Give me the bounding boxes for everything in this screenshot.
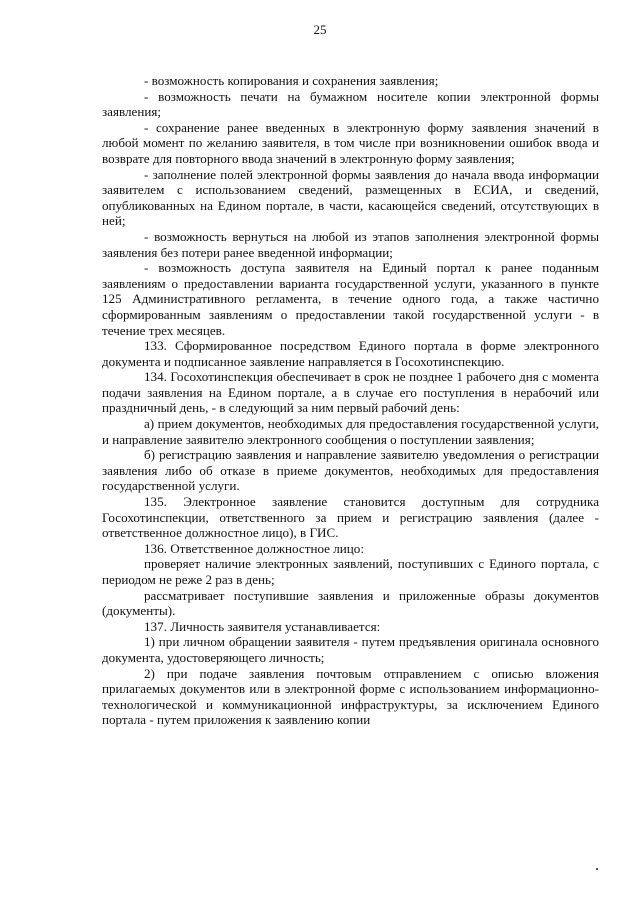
subclause-b: б) регистрацию заявления и направление заявителю уведомления о регистрации заявления либо об отказе в приеме документов, необходимых для предоставления государственной услуги.: [102, 447, 599, 494]
duty-item: проверяет наличие электронных заявлений, поступивших с Единого портала, с периодом не реже 2 раз в день;: [102, 556, 599, 587]
subclause-a: а) прием документов, необходимых для предоставления государственной услуги, и направление заявителю электронного сообщения о поступлении заявления;: [102, 416, 599, 447]
subclause-2: 2) при подаче заявления почтовым отправлением с описью вложения прилагаемых документов или в электронной форме с использованием информационно-технологической и коммуникационной инфраструктуры, за исключением Единого портала - путем приложения к заявлению копии: [102, 665, 599, 728]
scan-speck: [596, 868, 598, 870]
document-body: [102, 73, 599, 728]
clause-133: 133. Сформированное посредством Единого портала в форме электронного документа и подписанное заявление направляется в Госохотинспекцию.: [102, 338, 599, 369]
list-item: - заполнение полей электронной формы заявления до начала ввода информации заявителем с использованием сведений, размещенных в ЕСИА, и сведений, опубликованных на Едином портале, в части, касающейся сведений, отсутствующих в ней;: [102, 166, 599, 229]
list-item: - возможность печати на бумажном носителе копии электронной формы заявления;: [102, 88, 599, 120]
duty-item: рассматривает поступившие заявления и приложенные образы документов (документы).: [102, 587, 599, 619]
clause-135: 135. Электронное заявление становится доступным для сотрудника Госохотинспекции, ответственного за прием и регистрацию заявления (далее - ответственное должностное лицо), в ГИС.: [102, 494, 599, 541]
clause-136: 136. Ответственное должностное лицо:: [144, 540, 364, 556]
page-number: 25: [313, 22, 327, 37]
clause-134: 134. Госохотинспекция обеспечивает в срок не позднее 1 рабочего дня с момента подачи заявления на Едином портале, а в случае его поступления в нерабочий или праздничный день, - в следующий за ним первый рабочий день:: [102, 369, 599, 416]
subclause-1: 1) при личном обращении заявителя - путем предъявления оригинала основного документа, удостоверяющего личность;: [102, 634, 599, 665]
list-item: - возможность вернуться на любой из этапов заполнения электронной формы заявления без потери ранее введенной информации;: [102, 228, 599, 260]
list-item: - возможность копирования и сохранения заявления;: [144, 73, 439, 88]
clause-137: 137. Личность заявителя устанавливается:: [144, 618, 381, 634]
list-item: - возможность доступа заявителя на Единый портал к ранее поданным заявлениям о предоставлении варианта государственной услуги, указанного в пункте 125 Административного регламента, в течение одного года, а также частично сформированным заявлениям о предоставлении такой государственной услуги - в течение трех месяцев.: [102, 260, 599, 338]
list-item: - сохранение ранее введенных в электронную форму заявления значений в любой момент по желанию заявителя, в том числе при возникновении ошибок ввода и возврате для повторного ввода значений в электронную форму заявления;: [102, 119, 599, 166]
